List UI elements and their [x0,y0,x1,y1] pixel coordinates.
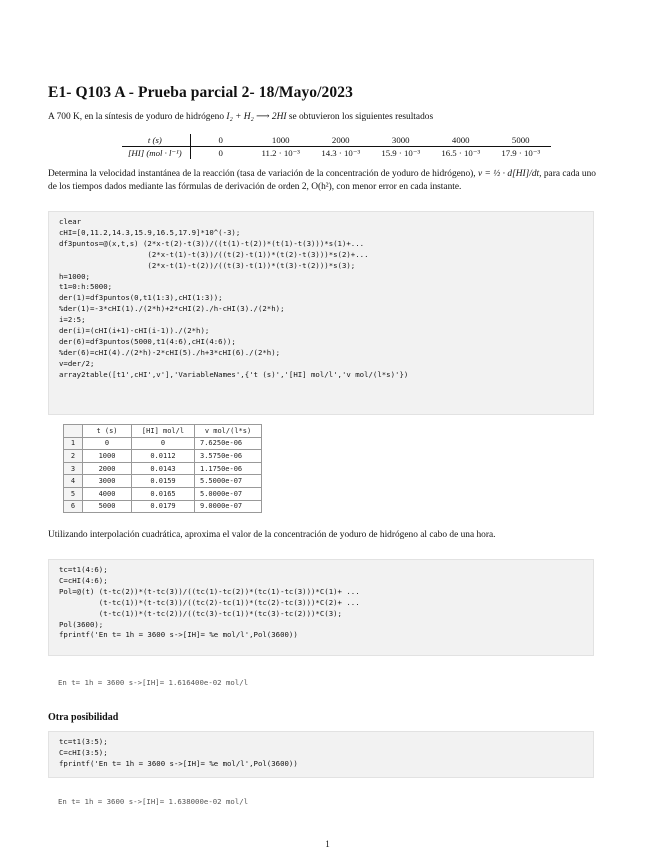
table-row [64,450,262,463]
velocity-formula: v = ½ · d[HI]/dt [478,169,540,179]
time-cell: 0 [190,134,251,147]
result-table [63,424,262,513]
concentration-row-label: [HI] (mol · l⁻¹) [122,147,190,160]
code-block-derivatives: clear cHI=[0,11.2,14.3,15.9,16.5,17.9]*10^(-3); df3puntos=@(x,t,s) (2*x-t(2)-t(3))/((t(1)-t(2))*(t(1)-t(3)))*s(1)+... (2*x-t(1)-t(3))/((t(2)-t(1))*(t(2)-t(3)))*s(2)+... (2*x-t(1)-t(2))/((t(3)-t(1))*(t(3)-t(2)))*s(3); h=1000; t1=0:h:5000; der(1)=df3puntos(0,t1(1:3),cHI(1:3)); %der(1)=-3*cHI(1)./(2*h)+2*cHI(2)./h-cHI(3)./(2*h); i=2:5; der(i)=(cHI(i+1)-cHI(i-1))./(2*h); der(6)=df3puntos(5000,t1(4:6),cHI(4:6)); %der(6)=cHI(4)./(2*h)-2*cHI(5)./h+3*cHI(6)./(2*h); v=der/2; array2table([t1',cHI',v'],'VariableNames',{'t (s)','[HI] mol/l','v mol/(l*s)'}) [48,211,594,415]
question-2-paragraph: Utilizando interpolación cuadrática, aproxima el valor de la concentración de yoduro de hidrógeno al cabo de una hora. [48,530,496,540]
data-table-row-time [122,134,551,147]
question-1-line2: , para cada uno de los tiempos dados mediante las fórmulas de derivación de orden 2, O(h²), con menor [48,169,596,192]
result-header-time: t (s) [83,425,132,438]
code-block-alternative: tc=t1(3:5); C=cHI(3:5); fprintf('En t= 1h = 3600 s->[IH]= %e mol/l',Pol(3600)) [48,731,594,778]
concentration-cell: 16.5 · 10⁻³ [441,147,481,158]
page-number: 1 [325,839,330,849]
time-value: 4000 [83,487,132,500]
table-row [64,462,262,475]
row-index: 2 [64,450,83,463]
time-value: 2000 [83,462,132,475]
concentration-cell: 15.9 · 10⁻³ [381,147,421,158]
concentration-cell: 11.2 · 10⁻³ [261,147,300,158]
velocity-value: 5.0000e-07 [195,487,262,500]
concentration-cell: 14.3 · 10⁻³ [321,147,361,158]
intro-text-after: se obtuvieron los siguientes resultados [286,112,434,122]
reaction-formula: I₂ + H₂ ⟶ 2HI [226,112,287,122]
row-index: 3 [64,462,83,475]
output-interpolation: En t= 1h = 3600 s->[IH]= 1.616400e-02 mol/l [58,678,249,687]
time-value: 5000 [83,500,132,513]
concentration-value: 0.0112 [132,450,195,463]
concentration-value: 0.0143 [132,462,195,475]
time-value: 1000 [83,450,132,463]
question-1-line3: error en cada instante. [378,181,462,192]
question-1-paragraph [48,168,596,194]
page-title: E1- Q103 A - Prueba parcial 2- 18/Mayo/2023 [48,84,353,101]
velocity-value: 3.5750e-06 [195,450,262,463]
time-cell: 3000 [371,134,431,147]
time-cell: 5000 [491,134,551,147]
velocity-value: 9.0000e-07 [195,500,262,513]
row-index: 1 [64,437,83,450]
concentration-cell: 17.9 · 10⁻³ [501,147,541,158]
concentration-value: 0.0165 [132,487,195,500]
time-cell: 1000 [251,134,311,147]
question-1-line1: Determina la velocidad instantánea de la reacción (tasa de variación de la concentración de yoduro de hidrógeno), [48,169,476,179]
result-header-velocity: v mol/(l*s) [195,425,262,438]
velocity-value: 1.1750e-06 [195,462,262,475]
intro-paragraph [48,111,596,124]
output-alternative: En t= 1h = 3600 s->[IH]= 1.638000e-02 mol/l [58,797,249,806]
time-cell: 2000 [311,134,371,147]
table-row [64,475,262,488]
velocity-value: 7.6250e-06 [195,437,262,450]
time-row-label: t (s) [122,134,190,147]
data-table [122,134,551,159]
code-block-interpolation: tc=t1(4:6); C=cHI(4:6); Pol=@(t) (t-tc(2))*(t-tc(3))/((tc(1)-tc(2))*(tc(1)-tc(3)))*C(1)+ ... (t-tc(1))*(t-tc(3))/((tc(2)-tc(1))*(tc(2)-tc(3)))*C(2)+ ... (t-tc(1))*(t-tc(2))/((tc(3)-tc(1))*(tc(3)-tc(2)))*C(3); Pol(3600); fprintf('En t= 1h = 3600 s->[IH]= %e mol/l',Pol(3600)) [48,559,594,656]
row-index: 4 [64,475,83,488]
table-row [64,487,262,500]
time-cell: 4000 [431,134,491,147]
intro-text-before: A 700 K, en la síntesis de yoduro de hidrógeno [48,112,227,122]
table-row [64,500,262,513]
velocity-value: 5.5000e-07 [195,475,262,488]
concentration-value: 0.0159 [132,475,195,488]
table-row [64,437,262,450]
section-heading-other: Otra posibilidad [48,712,119,723]
data-table-row-concentration [122,147,551,160]
concentration-value: 0 [132,437,195,450]
time-value: 3000 [83,475,132,488]
result-header-concentration: [HI] mol/l [132,425,195,438]
concentration-value: 0.0179 [132,500,195,513]
time-value: 0 [83,437,132,450]
result-table-header [64,425,262,438]
row-index: 6 [64,500,83,513]
row-index: 5 [64,487,83,500]
result-header-index [64,425,83,438]
concentration-cell: 0 [218,148,223,158]
